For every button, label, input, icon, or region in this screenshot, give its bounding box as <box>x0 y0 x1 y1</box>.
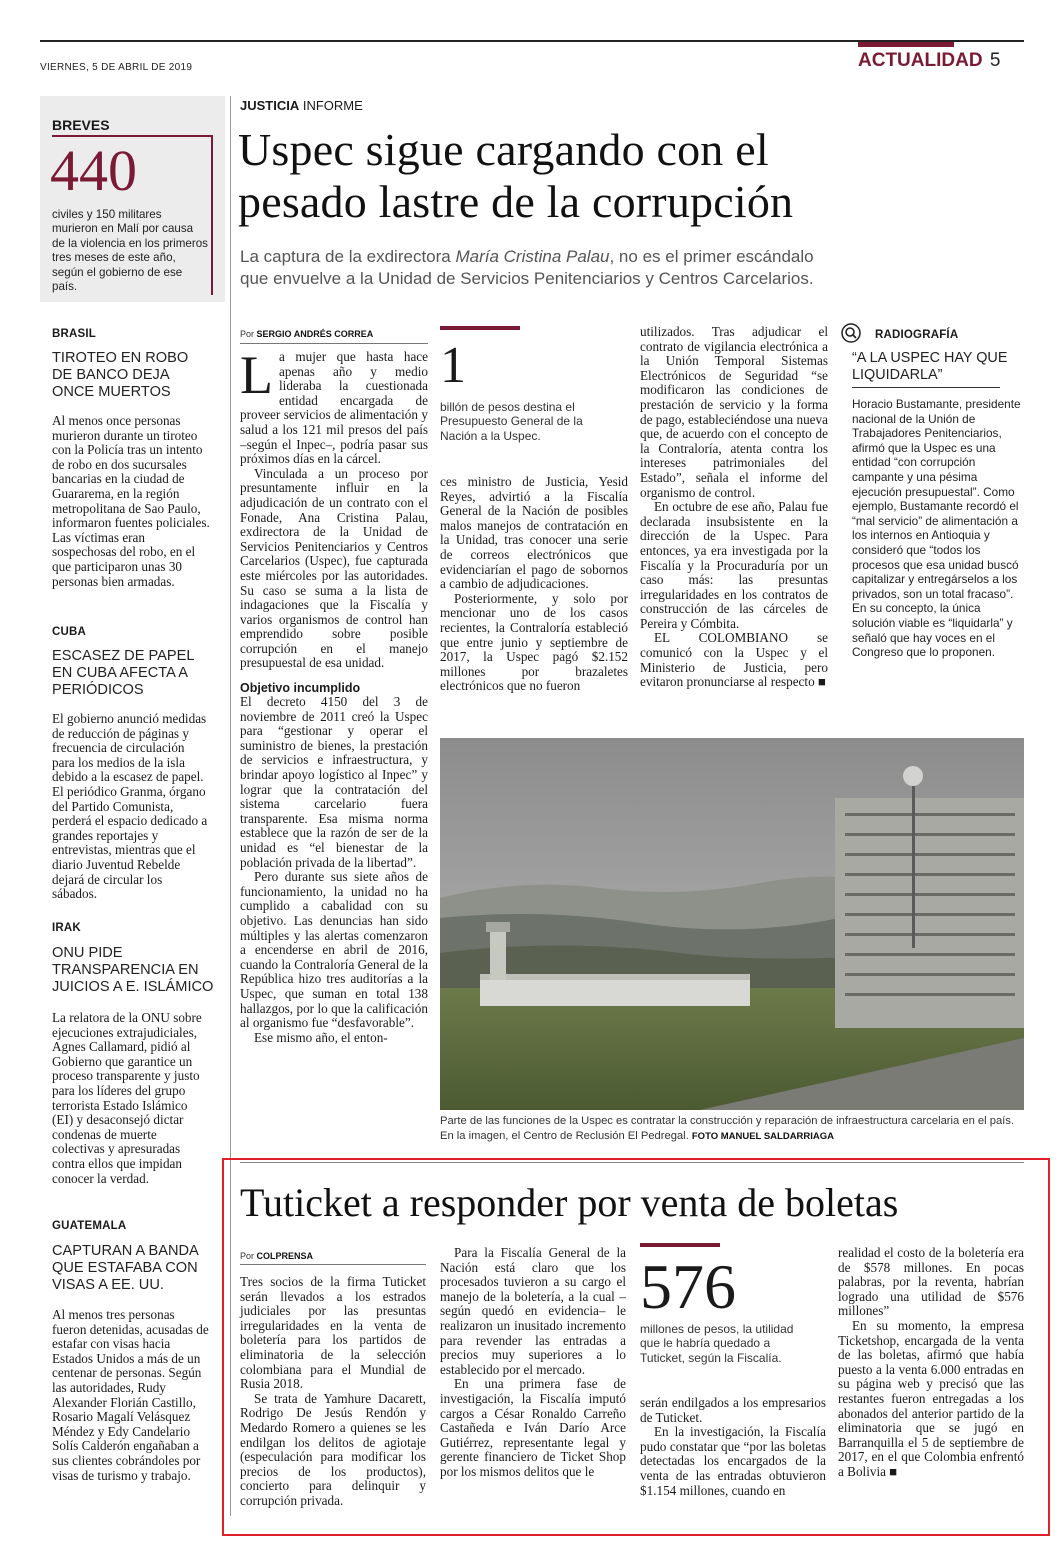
main-col2-p1: ces ministro de Justicia, Yesid Reyes, advirtió a la Fiscalía General de la Nación de posibles malos manejos de contratación en la Unidad, tras conocer una serie de correos electrónicos que evidenciarían el pago de sobornos a cambio de adjudicaciones. <box>440 474 628 592</box>
second-stat-number: 576 <box>640 1251 736 1322</box>
main-col3 <box>640 325 828 690</box>
main-kicker <box>240 98 363 113</box>
breves-side-rule <box>211 135 213 295</box>
second-stat-rule <box>640 1243 720 1247</box>
page-number: 5 <box>989 50 1001 71</box>
second-col1-p2: Se trata de Yamhure Dacarett, Rodrigo De Jesús Rendón y Medardo Romero a quienes se les endilgan los delitos de agiotaje (especulación para modificar los precios de los productos), concierto para delinquir y corrupción privada. <box>240 1390 426 1508</box>
brief-headline-cuba: ESCASEZ DE PAPEL EN CUBA AFECTA A PERIÓDICOS <box>52 648 194 698</box>
second-byline-rule <box>240 1264 426 1265</box>
stat-text: billón de pesos destina el Presupuesto General de la Nación a la Uspec. <box>440 400 583 443</box>
breves-text: civiles y 150 militares murieron en Malí por causa de la violencia en los primeros tres meses de este año, según el gobierno de ese país. <box>52 208 208 294</box>
section-name: ACTUALIDAD <box>858 50 983 71</box>
brief-body-brasil: Al menos once personas murieron durante un tiroteo con la Policía tras un intento de robo en dos sucursales bancarias en la ciudad de Guararema, en la región metropolitana de Sao Paulo, informaron fuentes policiales. Las víctimas eran sospechosas del robo, en el que participaron unas 30 personas bien armadas. <box>52 413 210 589</box>
main-col3-p3: EL COLOMBIANO se comunicó con la Uspec y el Ministerio de Justicia, pero evitaron pronunciarse al respecto ■ <box>640 630 828 690</box>
brief-country-irak: IRAK <box>52 922 81 934</box>
kicker-light: INFORME <box>302 98 363 113</box>
radio-label: RADIOGRAFÍA <box>875 329 959 341</box>
brief-country-guatemala: GUATEMALA <box>52 1220 127 1232</box>
section-tab-bar <box>858 42 954 47</box>
second-byline: Por COLPRENSA <box>240 1251 314 1261</box>
brief-body-cuba: El gobierno anunció medidas de reducción de páginas y frecuencia de circulación para los medios de la isla debido a la escasez de papel. El periódico Granma, órgano del Partido Comunista, perderá el espacio dedicado a grandes reportajes y entrevistas, mientras que el diario Juventud Rebelde dejará de circular los sábados. <box>52 711 208 902</box>
brief-country-brasil: BRASIL <box>52 328 97 340</box>
dropcap: L <box>240 345 273 405</box>
subhead-objetivo: Objetivo incumplido <box>240 681 361 696</box>
main-col1-p5: Ese mismo año, el enton- <box>254 1029 388 1045</box>
second-col2-p1: Para la Fiscalía General de la Nación está claro que los procesados tuvieron a su cargo el manejo de la boletería, a la cual –según quedó en evidencia– le realizaron un inusitado incremento para revender las entradas a precios muy superiores a lo establecido por el mercado. <box>440 1245 626 1377</box>
main-col1-p4: Pero durante sus siete años de funcionamiento, la unidad no ha cumplido a cabalidad con su objetivo. Las denuncias han sido múltiples y las alertas comenzaron a encenderse en abril de 2016, cuando la Contraloría General de la República hizo tres auditorías a la Uspec, que suman en total 138 hallazgos, por lo que la calificación al organismo fue “desfavorable”. <box>240 869 428 1031</box>
second-col4-p2: En su momento, la empresa Ticketshop, encargada de la venta de las boletas, afirmó que había puesto a la venta 6.000 entradas en su página web y precisó que las restantes fueron entregadas a los abonados del anterior partido de la eliminatoria que se jugó en Barranquilla el 5 de septiembre de 2017, en el que Colombia enfrentó a Bolivia ■ <box>838 1317 1024 1479</box>
second-col1-p1: Tres socios de la firma Tuticket serán llevados a los estrados judiciales por las presuntas irregularidades en la venta de boletería para los partidos de eliminatoria de la selección colombiana para el Mundial de Rusia 2018. <box>240 1274 426 1392</box>
prison-photo <box>440 738 1024 1110</box>
brief-headline-guatemala: CAPTURAN A BANDA QUE ESTAFABA CON VISAS A EE. UU. <box>52 1243 198 1293</box>
second-stat-text: millones de pesos, la utilidad que le habría quedado a Tuticket, según la Fiscalía. <box>640 1322 794 1365</box>
main-headline-line1: Uspec sigue cargando con el <box>238 124 769 175</box>
stat-number: 1 <box>440 337 466 394</box>
brief-country-cuba: CUBA <box>52 626 87 638</box>
main-headline <box>238 124 793 228</box>
breves-big-number: 440 <box>50 138 137 203</box>
breves-rule <box>52 135 212 137</box>
deck-name: María Cristina Palau <box>455 247 610 266</box>
brief-headline-irak: ONU PIDE TRANSPARENCIA EN JUICIOS A E. ISLÁMICO <box>52 945 214 995</box>
main-deck: La captura de la exdirectora María Cristina Palau, no es el primer escándalo que envuelve a la Unidad de Servicios Penitenciarios y Centros Carcelarios. <box>240 247 814 288</box>
photo-credit: FOTO MANUEL SALDARRIAGA <box>691 1130 835 1142</box>
second-col4-p1: realidad el costo de la boletería era de $578 millones. En pocas palabras, por la reventa, habrían logrado una utilidad de $576 millones” <box>838 1245 1024 1319</box>
main-byline: Por SERGIO ANDRÉS CORREA <box>240 329 374 339</box>
brief-body-guatemala: Al menos tres personas fueron detenidas, acusadas de estafar con visas hacia Estados Unidos a más de un centenar de personas. Según las autoridades, Rudy Alexander Florián Castillo, Rosario Magalí Velásquez Méndez y Edy Candelario Solís Calderón engañaban a sus clientes cobrándoles por visas de turismo y trabajo. <box>52 1307 209 1483</box>
section-label <box>858 50 1000 72</box>
second-headline: Tuticket a responder por venta de boletas <box>240 1180 899 1225</box>
main-col1-p2: Vinculada a un proceso por presuntamente influir en la adjudicación de un contrato con el Fonade, Ana Cristina Palau, exdirectora de la Unidad de Servicios Penitenciarios y Centros Carcelarios (Uspec), fue capturada este miércoles por las autoridades. Su caso se suma a la lista de indagaciones que la Fiscalía y varios organismos de control han emprendido sobre posible corrupción en el manejo presupuestal de esa unidad. <box>240 465 428 671</box>
main-col1 <box>240 345 428 1045</box>
main-col2-p2: Posteriormente, y solo por mencionar uno de los casos recientes, la Contraloría estableció que entre junio y septiembre de 2017, la Uspec pagó $2.152 millones por brazaletes electrónicos que no fueron <box>440 590 628 694</box>
main-col2 <box>440 475 628 694</box>
radio-text: Horacio Bustamante, presidente nacional de la Unión de Trabajadores Penitenciarios, afirmó que la Uspec es una entidad “con corrupción campante y una pésima ejecución presupuestal”. Como ejemplo, Bustamante recordó el “mal servicio” de alimentación a los internos en Antioquia y consideró que “todos los procesos que esa unidad buscó capitalizar y entregárselos a los privados, son un total fracaso”. En su concepto, la única solución viable es “liquidarla” y señaló que hay voces en el Congreso que lo proponen. <box>852 397 1021 660</box>
radio-icon <box>841 323 861 343</box>
main-headline-line2: pesado lastre de la corrupción <box>238 176 794 227</box>
radio-headline: “A LA USPEC HAY QUE LIQUIDARLA” <box>852 350 1008 383</box>
brief-headline-brasil: TIROTEO EN ROBO DE BANCO DEJA ONCE MUERTOS <box>52 350 189 400</box>
brief-body-irak: La relatora de la ONU sobre ejecuciones extrajudiciales, Agnes Callamard, pidió al Gobierno que garantice un proceso transparente y justo para los líderes del grupo terrorista Estado Islámico (EI) y desaconsejó dictar condenas de muerte colectivas y apresuradas contra ellos que impidan conocer la verdad. <box>52 1010 202 1186</box>
second-col3 <box>640 1396 826 1498</box>
stat-rule <box>440 326 520 330</box>
main-col3-p1: utilizados. Tras adjudicar el contrato de vigilancia electrónica a la Unión Temporal Sistemas Electrónicos de Seguridad “se modificaron las condiciones de prestación de servicio y la forma de pago, estableciéndose una nueva que, de acuerdo con el concepto de la Contraloría, atenta contra los intereses patrimoniales del Estado”, señala el informe del organismo de control. <box>640 324 828 500</box>
photo-caption: Parte de las funciones de la Uspec es contratar la construcción y reparación de infraestructura carcelaria en el país. En la imagen, el Centro de Reclusión El Pedregal. FOTO MANUEL SALDARRIAGA <box>440 1115 1014 1142</box>
prison-photo-illustration <box>440 738 1024 1110</box>
second-col2 <box>440 1246 626 1480</box>
byline-rule <box>240 343 428 344</box>
second-col1 <box>240 1275 426 1509</box>
date-line: VIERNES, 5 DE ABRIL DE 2019 <box>40 62 193 73</box>
second-col3-p1: serán endilgados a los empresarios de Tuticket. <box>640 1395 826 1425</box>
second-col4 <box>838 1246 1024 1480</box>
second-col3-p2: En la investigación, la Fiscalía pudo constatar que “por las boletas detectadas los encargados de la venta de las entradas obtuvieron $1.154 millones, cuando en <box>640 1424 826 1498</box>
main-col1-p1: a mujer que hasta hace apenas año y medio lideraba la cuestionada entidad encargada de proveer servicios de alimentación y salud a los 121 mil presos del país –según el Inpec–, podría pasar sus próximos días en la cárcel. <box>240 349 428 467</box>
breves-label: BREVES <box>52 117 110 133</box>
main-col3-p2: En octubre de ese año, Palau fue declarada insubsistente en la dirección de la Uspec. Para entonces, ya era investigada por la Fiscalía y la Procuraduría por un caso más: las presuntas irregularidades en los contratos de construcción de las cárceles de Pereira y Cómbita. <box>640 499 828 631</box>
radio-rule <box>852 387 1000 388</box>
second-col2-p2: En una primera fase de investigación, la Fiscalía imputó cargos a César Ronaldo Carreño Castañeda e Iván Darío Arce Gutiérrez, representante legal y gerente financiero de Ticket Shop por los mismos delitos que le <box>440 1376 626 1479</box>
kicker-bold: JUSTICIA <box>240 98 300 113</box>
main-col1-p3: El decreto 4150 del 3 de noviembre de 2011 creó la Uspec para “gestionar y operar el suministro de bienes, la prestación de servicios e infraestructura, y brindar apoyo logístico al Inpec” y lograr que la contratación del sistema carcelario fuera transparente. Esa misma norma establece que la razón de ser de la unidad es “el bienestar de la población privada de la libertad”. <box>240 694 428 870</box>
